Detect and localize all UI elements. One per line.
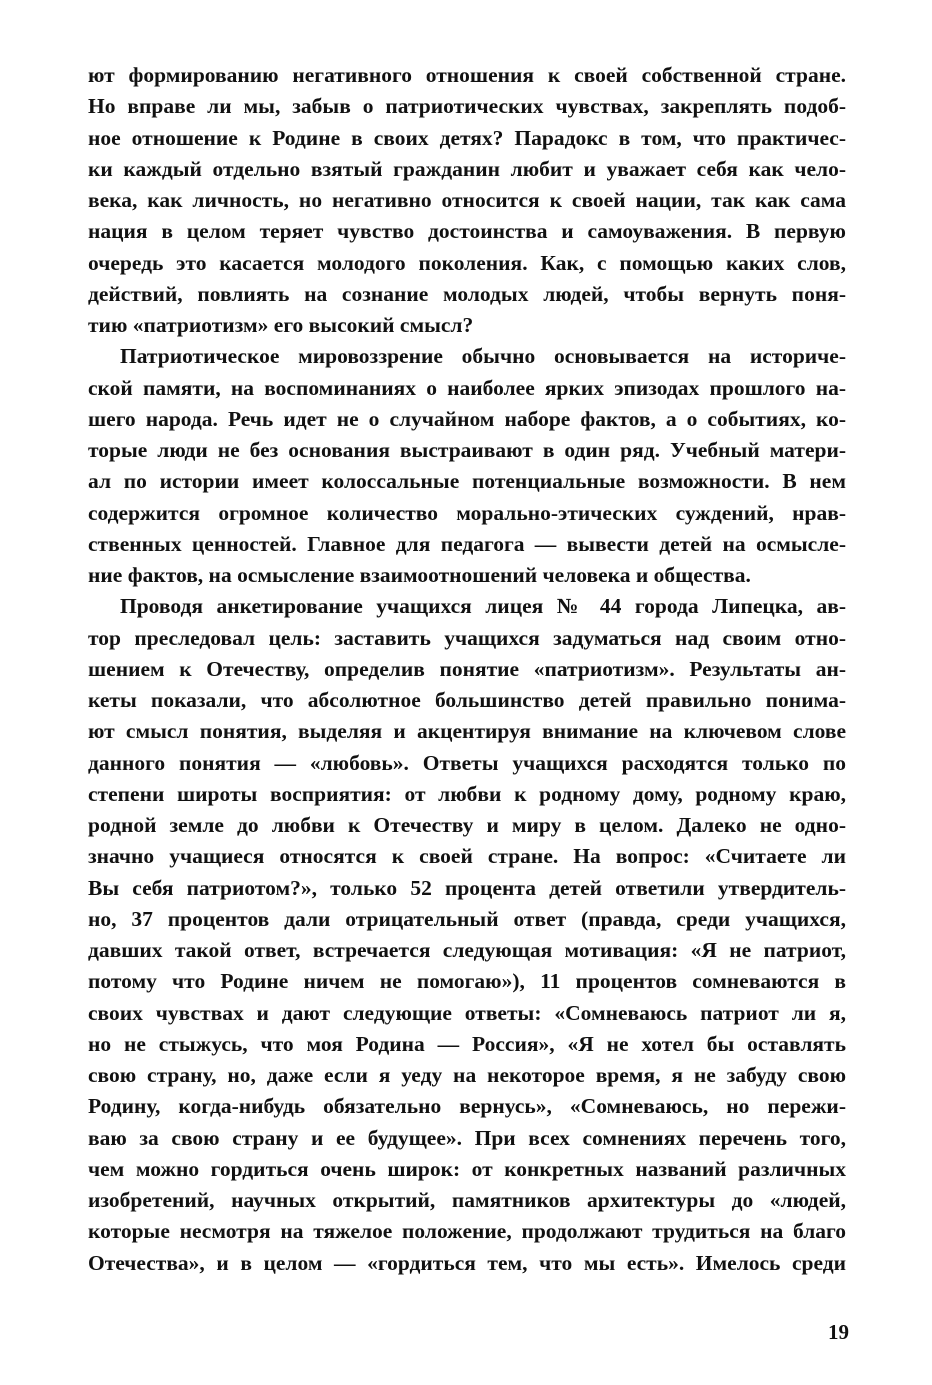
text-line: давших такой ответ, встречается следующая мотивация: «Я не патриот,: [88, 938, 846, 962]
text-line: родной земле до любви к Отечеству и миру в целом. Далеко не одно-: [88, 813, 846, 837]
text-line: тию «патриотизм» его высокий смысл?: [88, 313, 474, 337]
text-line: своих чувствах и дают следующие ответы: «Сомневаюсь патриот ли я,: [88, 1000, 846, 1025]
text-line: тор преследовал цель: заставить учащихся задуматься над своим отно-: [88, 625, 846, 650]
text-line: но не стыжусь, что моя Родина — Россия», «Я не хотел бы оставлять: [88, 1031, 846, 1056]
text-line: торые люди не без основания выстраивают в один ряд. Учебный матери-: [88, 438, 846, 462]
text-line: Отечества», и в целом — «гордиться тем, что мы есть». Имелось среди: [88, 1250, 846, 1275]
text-line: ки каждый отдельно взятый гражданин любит и уважает себя как чело-: [88, 156, 846, 181]
text-line: ственных ценностей. Главное для педагога — вывести детей на осмысле-: [88, 531, 846, 556]
text-line: ют смысл понятия, выделяя и акцентируя внимание на ключевом слове: [88, 719, 846, 744]
text-line: свою страну, но, даже если я уеду на некоторое время, я не забуду свою: [88, 1063, 846, 1087]
text-line: чем можно гордиться очень широк: от конкретных названий различных: [88, 1156, 846, 1181]
text-line: потому что Родине ничем не помогаю»), 11 процентов сомневаются в: [88, 969, 846, 994]
text-line: шением к Отечеству, определив понятие «патриотизм». Результаты ан-: [88, 656, 846, 681]
text-line: Родину, когда-нибудь обязательно вернусь», «Сомневаюсь, но пережи-: [88, 1094, 846, 1119]
text-line: века, как личность, но негативно относится к своей нации, так как сама: [88, 188, 846, 212]
text-line: кеты показали, что абсолютное большинство детей правильно понима-: [88, 688, 846, 712]
text-line: содержится огромное количество морально-этических суждений, нрав-: [88, 500, 846, 525]
text-line: действий, повлиять на сознание молодых людей, чтобы вернуть поня-: [88, 281, 846, 306]
text-line: Вы себя патриотом?», только 52 процента детей ответили утвердитель-: [88, 875, 846, 900]
text-line: ской памяти, на воспоминаниях о наиболее ярких эпизодах прошлого на-: [88, 375, 846, 400]
text-line: степени широты восприятия: от любви к родному дому, родному краю,: [88, 781, 846, 806]
text-line: очередь это касается молодого поколения. Как, с помощью каких слов,: [88, 250, 846, 275]
text-line: ют формированию негативного отношения к своей собственной стране.: [88, 63, 846, 87]
text-line: значно учащиеся относятся к своей стране. На вопрос: «Считаете ли: [88, 844, 846, 869]
paragraph: [88, 60, 846, 341]
text-line: Патриотическое мировоззрение обычно основывается на историче-: [120, 344, 846, 369]
text-line: нация в целом теряет чувство достоинства и самоуважения. В первую: [88, 219, 846, 244]
paragraph: [88, 341, 846, 591]
text-line: ное отношение к Родине в своих детях? Парадокс в том, что практичес-: [88, 125, 846, 150]
text-line: ние фактов, на осмысление взаимоотношений человека и общества.: [88, 563, 751, 587]
text-line: которые несмотря на тяжелое положение, продолжают трудиться на благо: [88, 1219, 846, 1244]
text-line: данного понятия — «любовь». Ответы учащихся расходятся только по: [88, 750, 846, 775]
text-line: шего народа. Речь идет не о случайном наборе фактов, а о событиях, ко-: [88, 406, 846, 431]
paragraph: [88, 591, 846, 1279]
text-line: Проводя анкетирование учащихся лицея № 44 города Липецка, ав-: [120, 594, 846, 619]
text-line: ал по истории имеет колоссальные потенциальные возможности. В нем: [88, 469, 846, 494]
text-line: но, 37 процентов дали отрицательный ответ (правда, среди учащихся,: [88, 906, 846, 931]
text-line: ваю за свою страну и ее будущее». При всех сомнениях перечень того,: [88, 1125, 846, 1150]
page-number: 19: [828, 1320, 849, 1344]
text-line: Но вправе ли мы, забыв о патриотических чувствах, закреплять подоб-: [88, 94, 846, 119]
page-body: [88, 60, 846, 1279]
text-line: изобретений, научных открытий, памятников архитектуры до «людей,: [88, 1188, 846, 1212]
